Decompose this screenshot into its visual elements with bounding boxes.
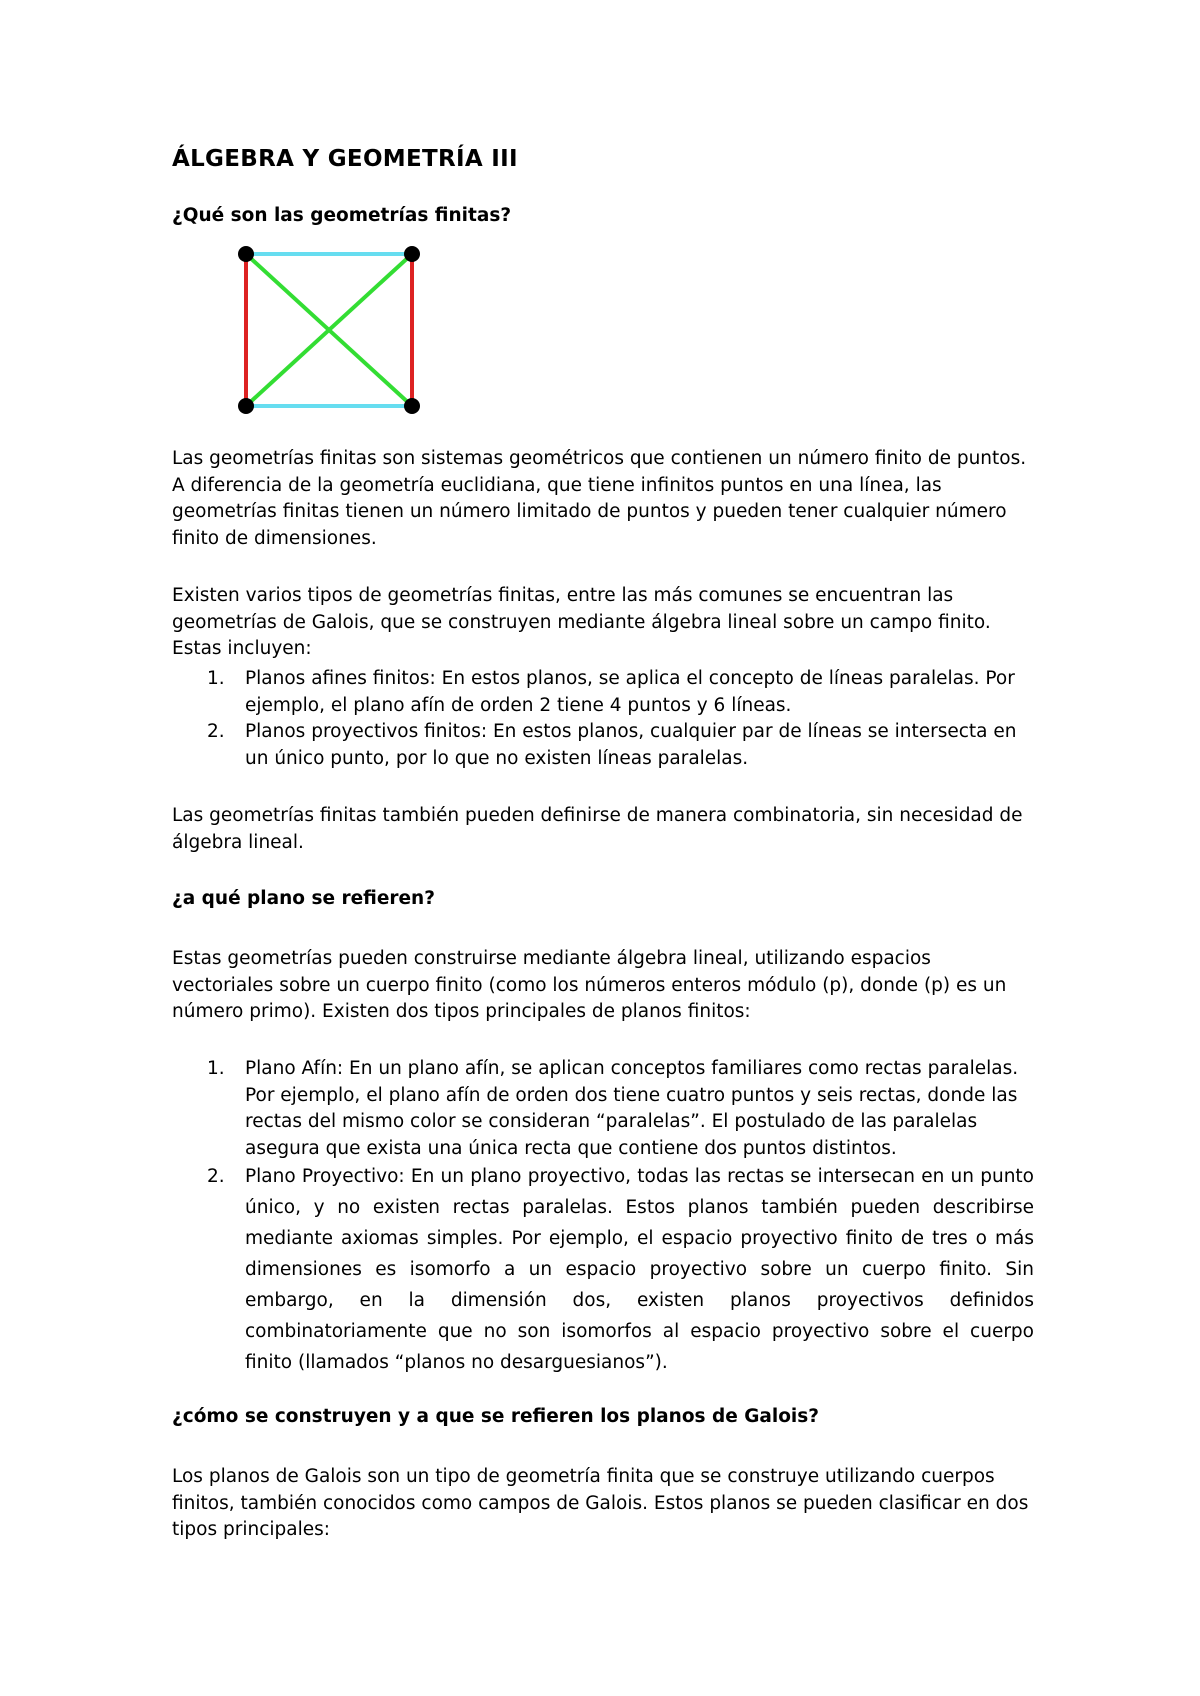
list-item (172, 1056, 1034, 1162)
section-heading-which-plane: ¿a qué plano se refieren? (172, 888, 435, 909)
list-item (172, 1161, 1034, 1378)
point-top-left (238, 246, 254, 262)
list-text: Planos afines finitos: En estos planos, se aplica el concepto de líneas paralelas. Por ejemplo, el plano afín de orden 2 tiene 4 puntos y 6 líneas. (245, 668, 1015, 716)
list-finite-plane-types (172, 1056, 1034, 1378)
list-number: 1. (207, 1058, 225, 1079)
point-bottom-right (404, 398, 420, 414)
paragraph-galois: Los planos de Galois son un tipo de geometría finita que se construye utilizando cuerpos finitos, también conocidos como campos de Galois. Estos planos se pueden clasificar en dos tipos principales: (172, 1466, 1029, 1540)
list-number: 2. (207, 1166, 225, 1187)
list-number: 1. (207, 668, 225, 689)
section-heading-galois-planes: ¿cómo se construyen y a que se refieren los planos de Galois? (172, 1406, 820, 1427)
list-text: Planos proyectivos finitos: En estos planos, cualquier par de líneas se intersecta en un único punto, por lo que no existen líneas paralelas. (245, 721, 1017, 769)
document-title: ÁLGEBRA Y GEOMETRÍA III (172, 146, 518, 172)
point-top-right (404, 246, 420, 262)
paragraph-linear-algebra: Estas geometrías pueden construirse mediante álgebra lineal, utilizando espacios vectoriales sobre un cuerpo finito (como los números enteros módulo (p), donde (p) es un número primo). Existen dos tipos principales de planos finitos: (172, 948, 1007, 1022)
list-number: 2. (207, 721, 225, 742)
list-text: Plano Proyectivo: En un plano proyectivo, todas las rectas se intersecan en un punto único, y no existen rectas paralelas. Estos planos también pueden describirse mediante axiomas simples. Por ejemplo, el espacio proyectivo finito de tres o más dimensiones es isomorfo a un espacio proyectivo sobre un cuerpo finito. Sin embargo, en la dimensión dos, existen planos proyectivos definidos combinatoriamente que no son isomorfos al espacio proyectivo sobre el cuerpo finito (llamados “planos no desarguesianos”). (245, 1166, 1034, 1373)
affine-plane-figure (230, 240, 430, 422)
list-text: Plano Afín: En un plano afín, se aplican conceptos familiares como rectas paralelas. Por ejemplo, el plano afín de orden dos tiene cuatro puntos y seis rectas, donde las rectas del mismo color se consideran “paralelas”. El postulado de las paralelas asegura que exista una única recta que contiene dos puntos distintos. (245, 1058, 1019, 1159)
paragraph-definition: Las geometrías finitas son sistemas geométricos que contienen un número finito de puntos. A diferencia de la geometría euclidiana, que tiene infinitos puntos en una línea, las geometrías finitas tienen un número limitado de puntos y pueden tener cualquier número finito de dimensiones. (172, 448, 1027, 549)
list-item (172, 666, 1034, 719)
paragraph-combinatorial: Las geometrías finitas también pueden definirse de manera combinatoria, sin necesidad de álgebra lineal. (172, 805, 1023, 853)
list-item (172, 719, 1034, 772)
list-finite-geometry-types (172, 666, 1034, 772)
paragraph-types: Existen varios tipos de geometrías finitas, entre las más comunes se encuentran las geometrías de Galois, que se construyen mediante álgebra lineal sobre un campo finito. Estas incluyen: (172, 585, 991, 659)
point-bottom-left (238, 398, 254, 414)
section-heading-finite-geometries: ¿Qué son las geometrías finitas? (172, 205, 512, 226)
